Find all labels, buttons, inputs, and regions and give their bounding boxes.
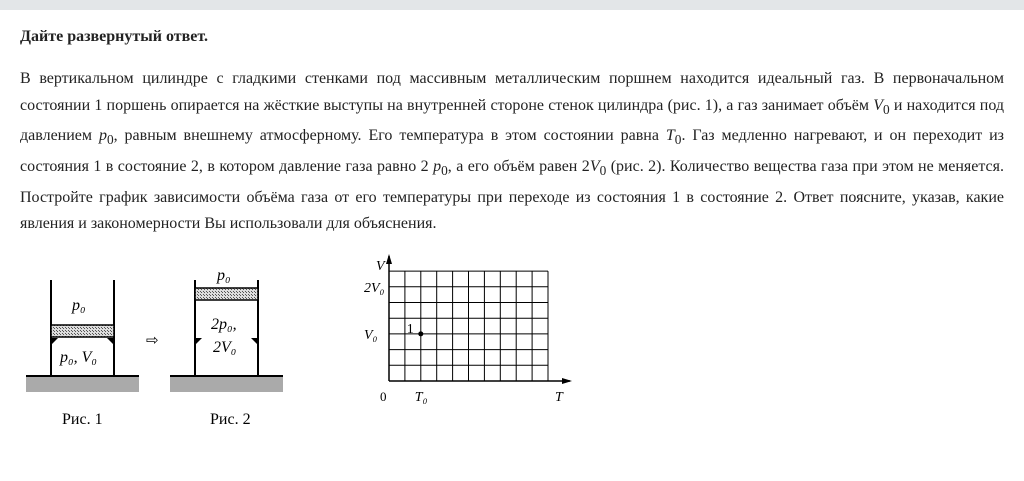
top-bar — [0, 0, 1024, 10]
task-heading: Дайте развернутый ответ. — [20, 28, 208, 45]
x-tick-label: T₀ — [414, 390, 428, 405]
figure-2 — [170, 267, 283, 428]
svg-text:p₀: p₀ — [72, 297, 86, 314]
svg-text:p₀: p₀ — [217, 267, 231, 284]
data-point — [418, 331, 423, 336]
vt-chart — [350, 250, 590, 410]
v-axis-arrow — [386, 254, 392, 264]
svg-text:2p₀,: 2p₀, — [211, 316, 237, 333]
problem-text: В вертикальном цилиндре с гладкими стенками под массивным металлическим поршнем находится идеальный газ. В первоначальном состоянии 1 поршень опирается на жёсткие выступы на внутренней стороне стенок цилиндра (рис. 1), а газ занимает объём $V_0$ и находится под давлением $p_0$, равным внешнему атмосферному. Его температура в этом состоянии равна $T_0$. Газ медленно нагревают, и он переходит из состояния 1 в состояние 2, в котором давление газа равно 2 $p_0$, а его объём равен $2V_0$ (рис. 2). Количество вещества газа при этом не меняется. Постройте график зависимости объёма газа от его температуры при переходе из состояния 1 в состояние 2. Ответ поясните, указав, какие явления и закономерности Вы использовали для объяснения. — [20, 70, 1005, 233]
y-tick-label: 2V₀ — [364, 280, 385, 296]
transition-arrow: ⇨ — [146, 333, 159, 349]
y-tick-label: V₀ — [364, 327, 378, 343]
svg-text:2V₀: 2V₀ — [213, 339, 237, 356]
v-axis-label: V — [376, 259, 385, 274]
figure-1 — [26, 280, 139, 428]
point-label: 1 — [406, 321, 414, 337]
origin-label: 0 — [380, 389, 387, 404]
svg-text:Рис. 2: Рис. 2 — [210, 411, 251, 428]
svg-text:Рис. 1: Рис. 1 — [62, 411, 103, 428]
cylinder-figures — [0, 250, 300, 440]
t-axis-arrow — [562, 378, 572, 384]
t-axis-label: T — [555, 390, 563, 405]
svg-text:p₀, V₀: p₀, V₀ — [60, 349, 97, 366]
